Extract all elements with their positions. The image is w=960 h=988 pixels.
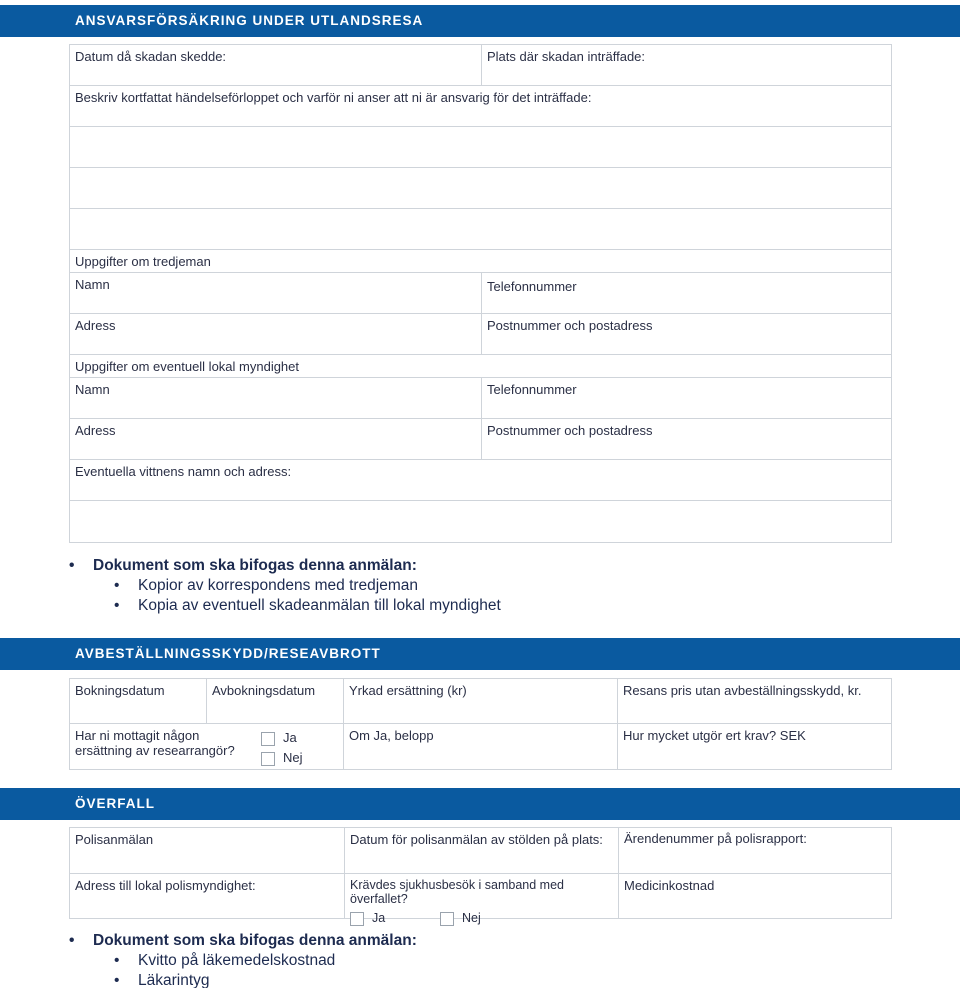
nej-checkbox[interactable] [261,752,275,766]
sjukhusbesok-field [344,874,618,925]
ansvar-form [69,44,892,543]
beskriv-line[interactable] [70,127,891,167]
document-heading: • Dokument som ska bifogas denna anmälan: [69,556,501,576]
section-title: ANSVARSFÖRSÄKRING UNDER UTLANDSRESA [75,13,424,28]
section-banner-avbest [0,638,960,670]
belopp-field[interactable] [343,724,617,769]
myndighet-telefon-field[interactable] [481,378,891,418]
polismyndighet-adress-field[interactable] [70,874,344,918]
field-label: Eventuella vittnens namn och adress: [75,464,292,479]
document-item: • Kopior av korrespondens med tredjeman [69,576,501,596]
field-label: Adress till lokal polismyndighet: [75,878,256,893]
tredjeman-postnr-field[interactable] [481,314,891,354]
field-label: Beskriv kortfattat händelseförloppet och varför ni anser att ni är ansvarig för det inträffade: [75,90,592,105]
myndighet-namn-field[interactable] [70,378,481,418]
beskriv-line[interactable] [70,209,891,249]
field-label: Adress [75,423,116,438]
ja-option[interactable] [261,728,338,748]
field-label: Namn [75,277,110,292]
myndighet-postnr-field[interactable] [481,419,891,459]
field-label: Krävdes sjukhusbesök i samband med överfallet? [350,878,565,906]
polisanmalan-field[interactable] [70,828,344,873]
medicinkostnad-field[interactable] [618,874,891,918]
field-label: Adress [75,318,116,333]
polis-datum-field[interactable] [344,828,618,873]
overfall-document-list [69,931,417,988]
tredjeman-namn-field[interactable] [70,273,481,313]
mottagit-field [70,724,256,769]
tredjeman-heading [70,250,891,272]
section-title: AVBESTÄLLNINGSSKYDD/RESEAVBROTT [75,646,381,661]
field-label: Telefonnummer [487,382,577,397]
option-label: Ja [283,730,297,745]
section-title: ÖVERFALL [75,796,156,811]
ja-checkbox[interactable] [350,912,364,926]
field-label: Namn [75,382,110,397]
field-label: Medicinkostnad [624,878,715,893]
field-label: Postnummer och postadress [487,318,653,333]
field-label: Bokningsdatum [75,683,165,698]
ansvar-document-list [69,556,501,616]
vittnen-line[interactable] [70,501,891,542]
field-label: Postnummer och postadress [487,423,653,438]
document-item: • Kvitto på läkemedelskostnad [69,951,417,971]
subsection-title: Uppgifter om eventuell lokal myndighet [75,359,300,374]
field-label: Resans pris utan avbeställningsskydd, kr. [623,683,862,698]
field-label: Hur mycket utgör ert krav? SEK [623,728,806,743]
bokningsdatum-field[interactable] [70,679,206,723]
krav-field[interactable] [617,724,891,769]
mottagit-options [256,724,343,769]
nej-option[interactable] [261,748,338,768]
beskriv-line[interactable] [70,168,891,208]
section-banner-overfall [0,788,960,820]
field-label: Om Ja, belopp [349,728,434,743]
option-label: Nej [283,750,303,765]
vittnen-field[interactable] [70,460,891,500]
avbest-form [69,678,892,770]
beskriv-field[interactable] [70,86,891,126]
document-item: • Kopia av eventuell skadeanmälan till lokal myndighet [69,596,501,616]
tredjeman-telefon-field[interactable] [481,273,891,313]
nej-option[interactable] [440,911,481,926]
myndighet-heading [70,355,891,377]
field-label: Har ni mottagit någon ersättning av researrangör? [75,728,235,758]
field-label: Datum då skadan skedde: [75,49,227,64]
option-label: Ja [372,911,386,925]
resans-pris-field[interactable] [617,679,891,723]
field-label: Polisanmälan [75,832,154,847]
tredjeman-adress-field[interactable] [70,314,481,354]
overfall-form [69,827,892,925]
option-label: Nej [462,911,481,925]
ja-checkbox[interactable] [261,732,275,746]
yrkad-field[interactable] [343,679,617,723]
field-label: Telefonnummer [487,279,577,294]
datum-field[interactable] [70,45,481,85]
document-heading: • Dokument som ska bifogas denna anmälan: [69,931,417,951]
plats-field[interactable] [481,45,891,85]
document-item: • Läkarintyg [69,971,417,988]
field-label: Ärendenummer på polisrapport: [624,831,807,846]
section-banner-ansvar [0,5,960,37]
nej-checkbox[interactable] [440,912,454,926]
avbokningsdatum-field[interactable] [206,679,343,723]
myndighet-adress-field[interactable] [70,419,481,459]
arendenummer-field[interactable] [618,828,891,873]
field-label: Plats där skadan inträffade: [487,49,646,64]
field-label: Yrkad ersättning (kr) [349,683,467,698]
field-label: Avbokningsdatum [212,683,316,698]
ja-option[interactable] [350,911,440,926]
field-label: Datum för polisanmälan av stölden på plats: [350,832,603,847]
subsection-title: Uppgifter om tredjeman [75,254,211,269]
